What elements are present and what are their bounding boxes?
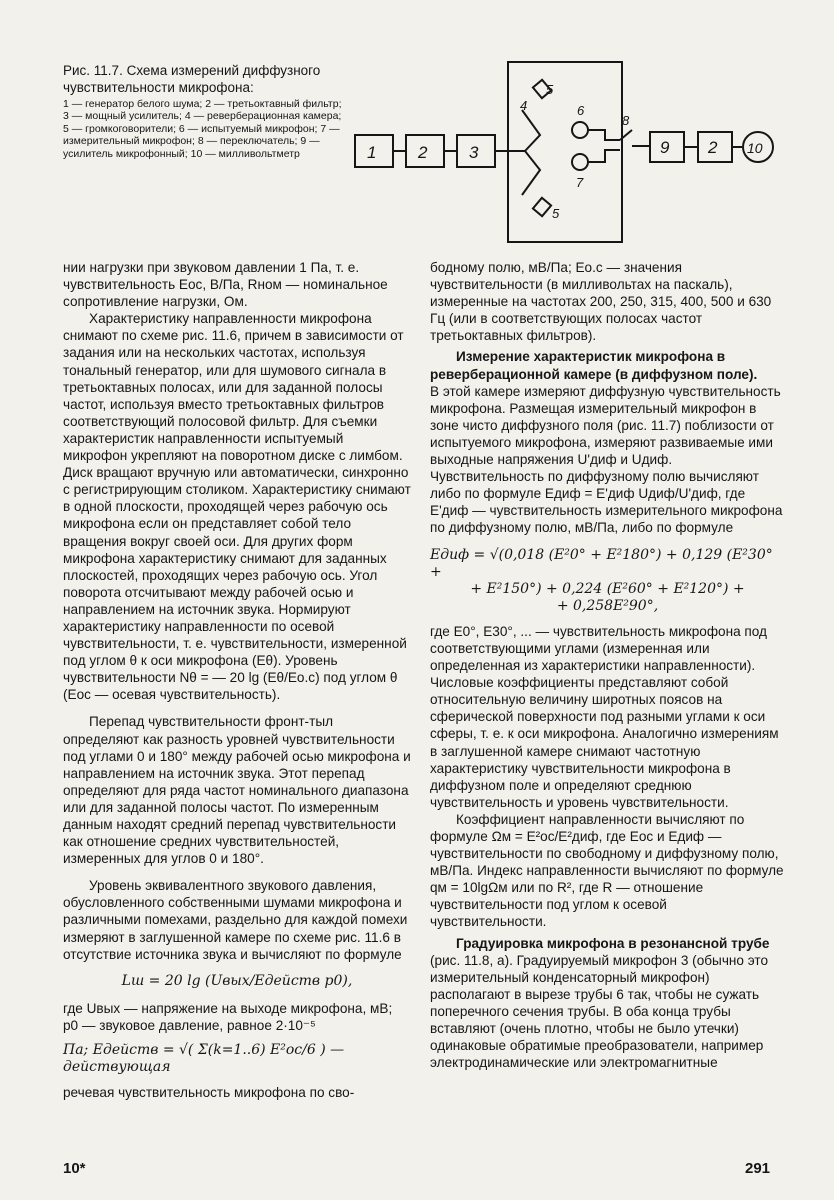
measurement-diagram xyxy=(350,60,790,250)
label-1: 1 xyxy=(367,143,377,162)
left-para-3: Перепад чувствительности фронт-тыл определяют как разность уровней чувствительности под углами 0 и 180° между рабочей осью микрофона и направлением на источник звука. Этот перепад определяют для ряда частот номинального диапазона или для заданной полосы частот. По измеренным данным находят средний перепад чувствительности как отношение средних чувствительностей, измеренных для углов 0 и 180°. xyxy=(63,714,411,867)
label-5-bottom: 5 xyxy=(552,206,560,221)
label-2: 2 xyxy=(418,143,428,162)
left-para-5: где Uвых — напряжение на выходе микрофона, мВ; p0 — звуковое давление, равное 2·10⁻⁵ xyxy=(63,1000,393,1033)
left-para-6: речевая чувствительность микрофона по сво- xyxy=(63,1085,355,1101)
label-8: 8 xyxy=(622,113,630,128)
signature-mark: 10* xyxy=(63,1160,86,1177)
label-7: 7 xyxy=(576,175,584,190)
right-para-1: бодному полю, мВ/Па; Eо.с — значения чувствительности (в милливольтах на паскаль), измеренные на частотах 200, 250, 315, 400, 500 и 630 Гц (или в соответствующих полосах частот третьоктавных фильтров). xyxy=(430,260,772,344)
formula-noise-level: Lш = 20 lg (Uвых/Eдейств p0), xyxy=(121,972,353,989)
formula-diffuse-line-3: + 0,258E²90°, xyxy=(556,597,659,614)
label-3: 3 xyxy=(469,143,479,162)
right-para-4: Коэффициент направленности вычисляют по формуле Ωм = E²ос/E²диф, где Eос и Eдиф — чувствительности по свободному и диффузному полю, мВ/Па. Индекс направленности вычисляют по формуле qм = 10lgΩм или по R², где R — отношение чувствительности под углом к осевой чувствительности. xyxy=(430,811,784,930)
formula-effective-sensitivity: Па; Eдейств = √( Σ(k=1..6) E²ос/6 ) — действующая xyxy=(63,1042,345,1076)
right-para-3: где E0°, E30°, ... — чувствительность микрофона под соответствующими углами (измеренная или определенная из характеристики направленности). Числовые коэффициенты представляют собой относительную величину широтных поясов на сферической поверхности под разными углами к оси сферы, т. е. к оси микрофона. Аналогично измерениям в заглушенной камере снимают частотную характеристику чувствительности микрофона в диффузном поле и определяют среднюю чувствительность и уровень чувствительности. xyxy=(430,623,779,810)
left-para-4: Уровень эквивалентного звукового давления, обусловленного собственными шумами микрофона и различными помехами, раздельно для каждой помехи измеряют в заглушенной камере по схеме рис. 11.6 в отсутствие источника звука и вычисляют по формуле xyxy=(63,878,408,962)
loudspeaker-bottom xyxy=(533,198,551,216)
formula-diffuse-line-1: Eдиф = √(0,018 (E²0° + E²180°) + 0,129 (E²30° + xyxy=(430,546,773,580)
left-para-2: Характеристику направленности микрофона снимают по схеме рис. 11.6, причем в зависимости от задания или на нескольких частотах, используя тональный генератор, или для шумового сигнала в третьоктавных полосах, или для заданной полосы частот, используя вместо третьоктавных фильтров соответствующий полосовой фильтр. Для съемки характеристик направленности испытуемый микрофон укрепляют на поворотном диске с лимбом. Диск вращают вручную или автоматически, синхронно с регистрирующим столиком. Характеристику снимают в одной плоскости, проходящей через рабочую ось микрофона если он представляет собой тело вращения вокруг своей оси. Для других форм микрофона характеристику снимают для заданных плоскостей, проходящих через рабочую ось. Угол поворота отсчитывают между рабочей осью и направлением на источник звука. Нормируют характеристику направленности по осевой чувствительности, т. е. чувствительности, измеренной под углом θ к оси микрофона (Eθ). Уровень чувствительности Nθ = — 20 lg (Eθ/Eо.с) под углом θ (Eос — осевая чувствительность). xyxy=(63,311,411,703)
formula-diffuse-line-2: + E²150°) + 0,224 (E²60° + E²120°) + xyxy=(470,580,745,597)
right-column xyxy=(430,259,785,1071)
label-6: 6 xyxy=(577,103,585,118)
label-4: 4 xyxy=(520,98,528,113)
page-number: 291 xyxy=(745,1160,771,1177)
left-para-1: нии нагрузки при звуковом давлении 1 Па, т. е. чувствительность Eос, В/Па, Rном — номинальное сопротивление нагрузки, Ом. xyxy=(63,260,388,310)
label-2b: 2 xyxy=(708,138,718,157)
label-9: 9 xyxy=(660,138,670,157)
figure-caption-legend: 1 — генератор белого шума; 2 — третьоктавный фильтр; 3 — мощный усилитель; 4 — реверберационная камера; 5 — громкоговорители; 6 — испытуемый микрофон; 7 — измерительный микрофон; 8 — переключатель; 9 — усилитель микрофонный; 10 — милливольтметр xyxy=(63,98,342,160)
measuring-microphone xyxy=(572,154,588,170)
label-10: 10 xyxy=(747,140,763,156)
right-para-2: В этой камере измеряют диффузную чувствительность микрофона. Размещая измерительный микрофон в зоне чисто диффузного поля (рис. 11.7) поблизости от испытуемого микрофона, измеряют развиваемые ими выходные напряжения U'диф и Uдиф. Чувствительность по диффузному полю вычисляют либо по формуле Eдиф = E'диф Uдиф/U'диф, где E'диф — чувствительность измерительного микрофона по диффузному полю, мВ/Па, либо по формуле xyxy=(430,383,783,536)
figure-caption-title: Рис. 11.7. Схема измерений диффузного чувствительности микрофона: xyxy=(63,63,321,95)
label-5-top: 5 xyxy=(546,82,554,97)
test-microphone xyxy=(572,122,588,138)
left-column xyxy=(63,259,411,1101)
section-heading-tube: Градуировка микрофона в резонансной трубе xyxy=(456,935,770,951)
right-para-5: (рис. 11.8, а). Градуируемый микрофон 3 (обычно это измерительный конденсаторный микрофон) располагают в вырезе трубы 6 так, чтобы не сужать поперечного сечения трубы. В оба конца трубы вставляют (очень плотно, чтобы не было утечки) одинаковые обратимые преобразователи, например электродинамические или электромагнитные xyxy=(430,952,769,1071)
section-heading-reverb: Измерение характеристик микрофона в реверберационной камере (в диффузном поле). xyxy=(430,349,758,382)
